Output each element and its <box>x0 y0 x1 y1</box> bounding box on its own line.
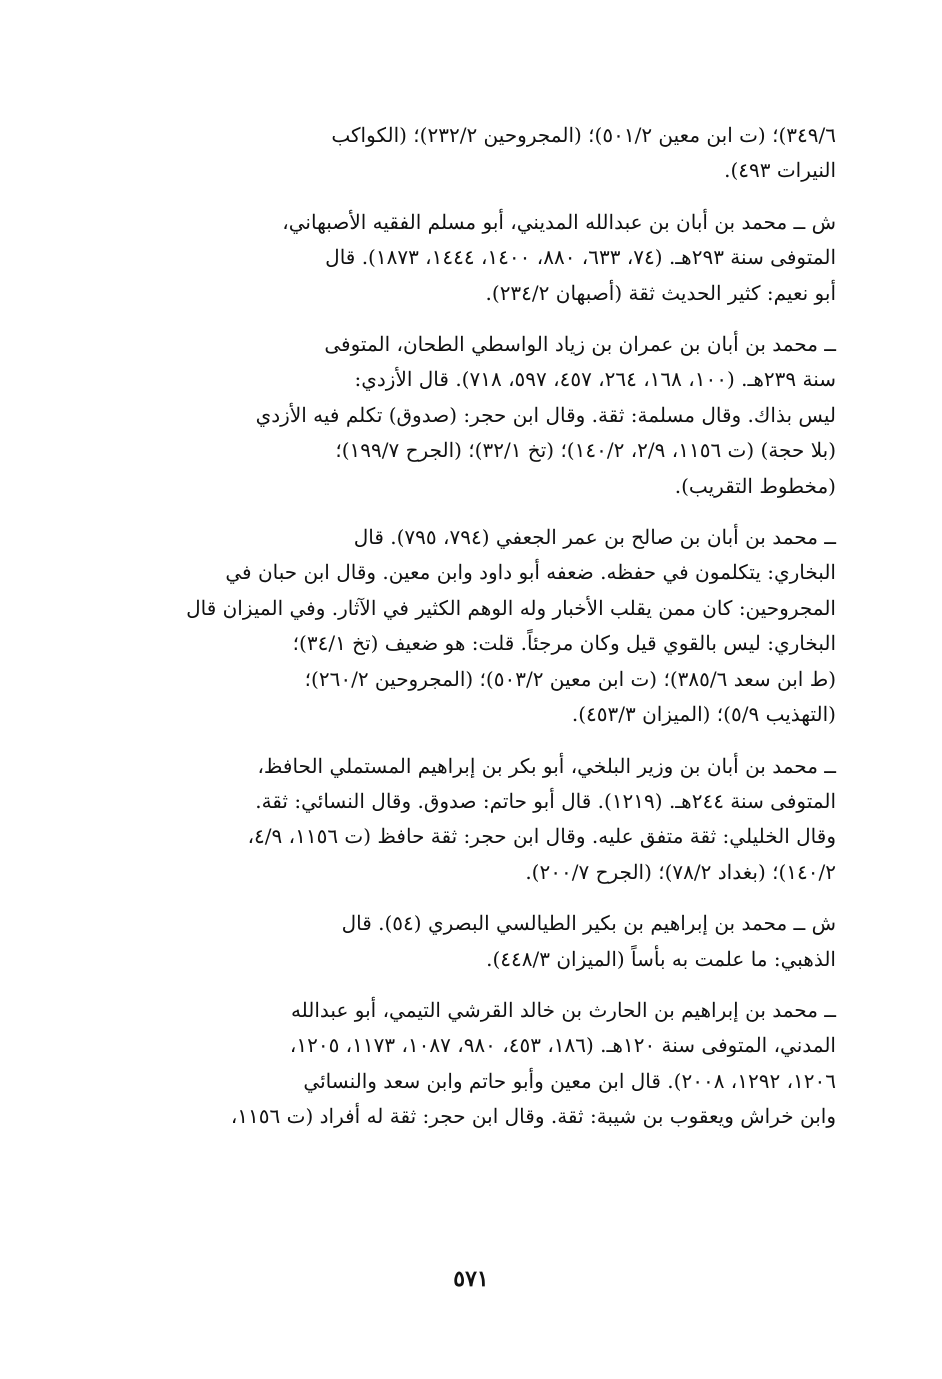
text-line: (بلا حجة) (ت ١١٥٦، ٩/‏٢، ٢/‏١٤٠)؛ (تخ ١/‏٣٢)؛ (الجرح ٧/‏١٩٩)؛ <box>335 438 836 463</box>
text-line: البخاري: يتكلمون في حفظه. ضعفه أبو داود وابن معين. وقال ابن حبان في <box>225 560 836 585</box>
entry-muhammad-ibn-ibrahim-al-tayalisi <box>132 906 836 977</box>
text-line: وابن خراش ويعقوب بن شيبة: ثقة. وقال ابن حجر: ثقة له أفراد (ت ١١٥٦، <box>230 1104 836 1129</box>
text-line: ١٢٠٦، ١٢٩٢، ٢٠٠٨). قال ابن معين وأبو حاتم وابن سعد والنسائي <box>303 1068 836 1093</box>
text-line: سنة ٢٣٩هـ. (١٠٠، ١٦٨، ٢٦٤، ٤٥٧، ٥٩٧، ٧١٨). قال الأزدي: <box>354 367 836 392</box>
text-line: البخاري: ليس بالقوي قيل وكان مرجئاً. قلت: هو ضعيف (تخ ١/‏٣٤)؛ <box>292 631 836 656</box>
entry-continuation <box>132 118 836 189</box>
text-line: ٢/‏١٤٠)؛ (بغداد ٢/‏٧٨)؛ (الجرح ٧/‏٢٠٠). <box>525 859 836 884</box>
text-line: المجروحين: كان ممن يقلب الأخبار وله الوهم الكثير في الآثار. وفي الميزان قال <box>186 595 836 620</box>
entry-muhammad-ibn-aban-al-madini <box>132 205 836 311</box>
page-number: ٥٧١ <box>453 1266 489 1292</box>
entry-muhammad-ibn-ibrahim-al-taymi <box>132 993 836 1135</box>
text-line: المدني، المتوفى سنة ١٢٠هـ. (١٨٦، ٤٥٣، ٩٨٠، ١٠٨٧، ١١٧٣، ١٢٠٥، <box>289 1033 836 1058</box>
text-line: (مخطوط التقريب). <box>674 473 836 498</box>
text-line: أبو نعيم: كثير الحديث ثقة (أصبهان ٢/‏٢٣٤). <box>485 280 836 305</box>
text-line: ٦/‏٣٤٩)؛ (ت ابن معين ٢/‏٥٠١)؛ (المجروحين ٢/‏٢٣٢)؛ (الكواكب <box>331 123 836 147</box>
text-line: المتوفى سنة ٢٤٤هـ. (١٢١٩). قال أبو حاتم: صدوق. وقال النسائي: ثقة. <box>255 788 836 813</box>
text-line: ــ محمد بن أبان بن وزير البلخي، أبو بكر بن إبراهيم المستملي الحافظ، <box>257 753 836 778</box>
text-line: ــ محمد بن أبان بن صالح بن عمر الجعفي (٧٩٤، ٧٩٥). قال <box>353 525 836 550</box>
text-line: (التهذيب ٩/‏٥)؛ (الميزان ٣/‏٤٥٣). <box>571 702 836 727</box>
text-line: ليس بذاك. وقال مسلمة: ثقة. وقال ابن حجر: (صدوق) تكلم فيه الأزدي <box>255 402 836 427</box>
text-line: ش ــ محمد بن إبراهيم بن بكير الطيالسي البصري (٥٤). قال <box>341 911 836 936</box>
text-line: النيرات ٤٩٣). <box>724 158 836 183</box>
text-line: ــ محمد بن أبان بن عمران بن زياد الواسطي الطحان، المتوفى <box>324 332 836 357</box>
text-line: المتوفى سنة ٢٩٣هـ. (٧٤، ٦٣٣، ٨٨٠، ١٤٠٠، ١٤٤٤، ١٨٧٣). قال <box>325 245 836 270</box>
entry-muhammad-ibn-aban-al-wasiti <box>132 327 836 504</box>
text-line: (ط ابن سعد ٦/‏٣٨٥)؛ (ت ابن معين ٢/‏٥٠٣)؛ (المجروحين ٢/‏٢٦٠)؛ <box>304 666 836 691</box>
page-body <box>132 118 836 1151</box>
entry-muhammad-ibn-aban-al-jufi <box>132 520 836 732</box>
text-line: الذهبي: ما علمت به بأساً (الميزان ٣/‏٤٤٨). <box>486 946 836 971</box>
text-line: وقال الخليلي: ثقة متفق عليه. وقال ابن حجر: ثقة حافظ (ت ١١٥٦، ٩/‏٤، <box>247 824 836 849</box>
text-line: ــ محمد بن إبراهيم بن الحارث بن خالد القرشي التيمي، أبو عبدالله <box>290 997 836 1022</box>
entry-muhammad-ibn-aban-al-balkhi <box>132 749 836 891</box>
text-line: ش ــ محمد بن أبان بن عبدالله المديني، أبو مسلم الفقيه الأصبهاني، <box>282 209 836 234</box>
